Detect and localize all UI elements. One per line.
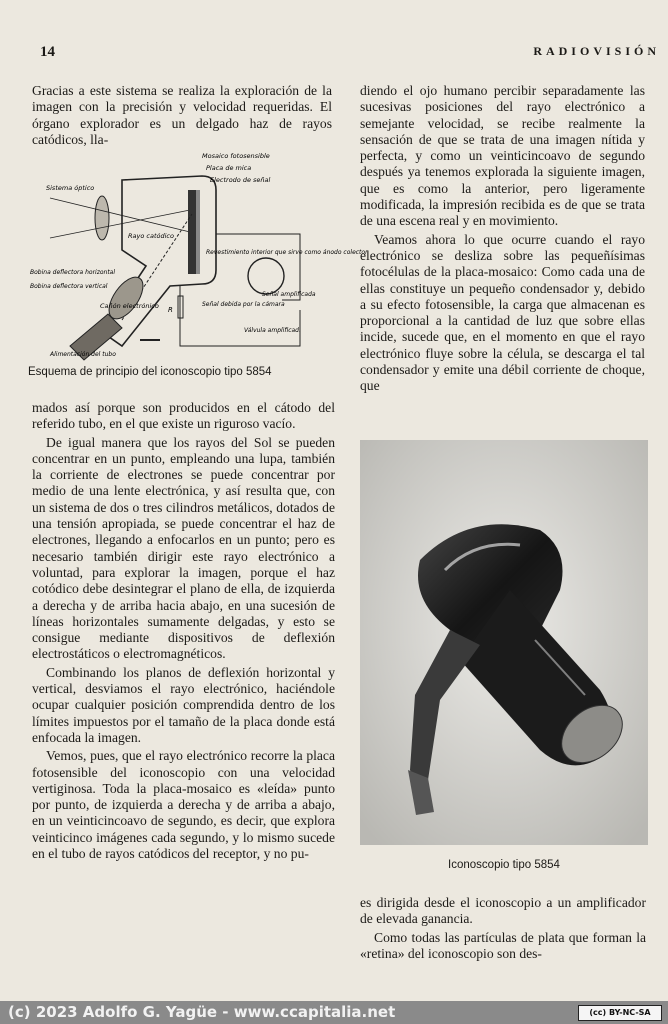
label-optical-system: Sistema óptico [46,184,95,192]
page-number: 14 [40,44,55,60]
column-right-top [360,83,645,395]
amplifier-valve [248,258,284,294]
paragraph: Como todas las partículas de plata que forman la «retina» del iconoscopio son des- [360,929,646,961]
mosaic-plate [188,190,196,274]
label-signal-electrode: Electrodo de señal [210,176,271,184]
light-ray [50,198,190,232]
label-coil-v: Bobina deflectora vertical [30,283,108,290]
label-ray: Rayo catódico [128,232,174,240]
label-cathode: Cañón electrónico [100,302,159,310]
paragraph: Combinando los planos de deflexión horizontal y vertical, desviamos el rayo electrónico, haciéndole ocupar cualquier posición comprendida dentro de los límites impuestos por el tamaño de la placa donde está enfocada la imagen. [32,664,335,745]
copyright-notice: (c) 2023 Adolfo G. Yagüe - www.ccapitalia.net [8,1003,396,1021]
paragraph: es dirigida desde el iconoscopio a un amplificador de elevada ganancia. [360,895,646,927]
label-signal: Señal debida por la cámara [202,301,285,308]
label-valve: Válvula amplificad. [244,327,301,334]
iconoscope-photo [360,440,648,845]
label-mosaic: Mosaico fotosensible [202,152,270,160]
cc-license-badge: (cc) BY-NC-SA [578,1005,662,1021]
paragraph: Vemos, pues, que el rayo electrónico recorre la placa fotosensible del iconoscopio con una velocidad vertiginosa. Toda la placa-mosaico es «leída» punto por punto, de izquierda a derecha y de arriba a abajo, en un veinticincoavo de segundo, es decir, que explora veinticinco imágenes cada segundo, y lo mismo sucede en el tubo de rayos catódicos del receptor, y no pu- [32,748,335,862]
diagram-caption: Esquema de principio del iconoscopio tipo 5854 [28,366,272,378]
iconoscope-diagram [30,150,368,362]
label-amplified: Señal amplificada [262,291,316,298]
mica-plate [196,190,200,274]
photo-caption: Iconoscopio tipo 5854 [448,859,560,871]
paragraph: Gracias a este sistema se realiza la exploración de la imagen con la precisión y velocidad requeridas. El órgano explorador es un delgado haz de rayos catódicos, lla- [32,83,332,147]
paragraph: mados así porque son producidos en el cátodo del referido tubo, en el que existe un riguroso vacío. [32,400,335,432]
lens-shape [95,196,109,240]
label-coating: Revestimiento interior que sirve como ánodo colector [206,249,368,256]
label-supply: Alimentación del tubo [50,351,116,358]
label-coil-h: Bobina deflectora horizontal [30,269,116,276]
paragraph: diendo el ojo humano percibir separadamente las sucesivas posiciones del rayo electrónico a semejante velocidad, se recibe realmente la sensación de que se trata de una imagen nítida y perfecta, y como un veinticincoavo de segundo después ya tenemos explorada la siguiente imagen, que es como la anterior, pero ligeramente modificada, la impresión recibida es de que se trata de una escena real y en movimiento. [360,83,645,229]
column-left-top [32,83,332,148]
column-left-bottom [32,400,335,862]
paragraph: De igual manera que los rayos del Sol se pueden concentrar en un punto, empleando una lupa, también la corriente de electrones se puede concentrar por medio de una lente electrónica, y así resulta que, con un sistema de dos o tres cilindros metálicos, dotados de una tensión apropiada, se puede concentrar el haz de electrones, llegando a enfocarlos en un punto; pero es necesario también dirigir este rayo electrónico a voluntad, para explorar la imagen, porque el haz cotódico debe desintegrar el plano de ella, de izquierda a derecha y de arriba hacia abajo, en una sucesión de líneas horizontales sumamente delgadas, y esto se consigue mediante dispositivos de deflexión electrostáticos o electromagnéticos. [32,434,335,662]
running-title: RADIOVISIÓN [533,44,660,58]
paragraph: Veamos ahora lo que ocurre cuando el rayo electrónico se desliza sobre las pequeñísimas fotocélulas de la placa-mosaico: Como cada una de ellas constituye un pequeño condensador y, debido a su efecto fotosensible, la carga que almacenan es proporcional a la cantidad de luz que sobre ellas incide, sucede que, en el momento en que el rayo electrónico fluye sobre la célula, se descarga el tal condensador y emite una débil corriente de choque, que [360,231,645,394]
iconoscope-photo-drawing [360,440,648,845]
label-mica: Placa de mica [206,164,252,172]
label-r: R [168,306,173,314]
column-right-bottom [360,895,646,962]
